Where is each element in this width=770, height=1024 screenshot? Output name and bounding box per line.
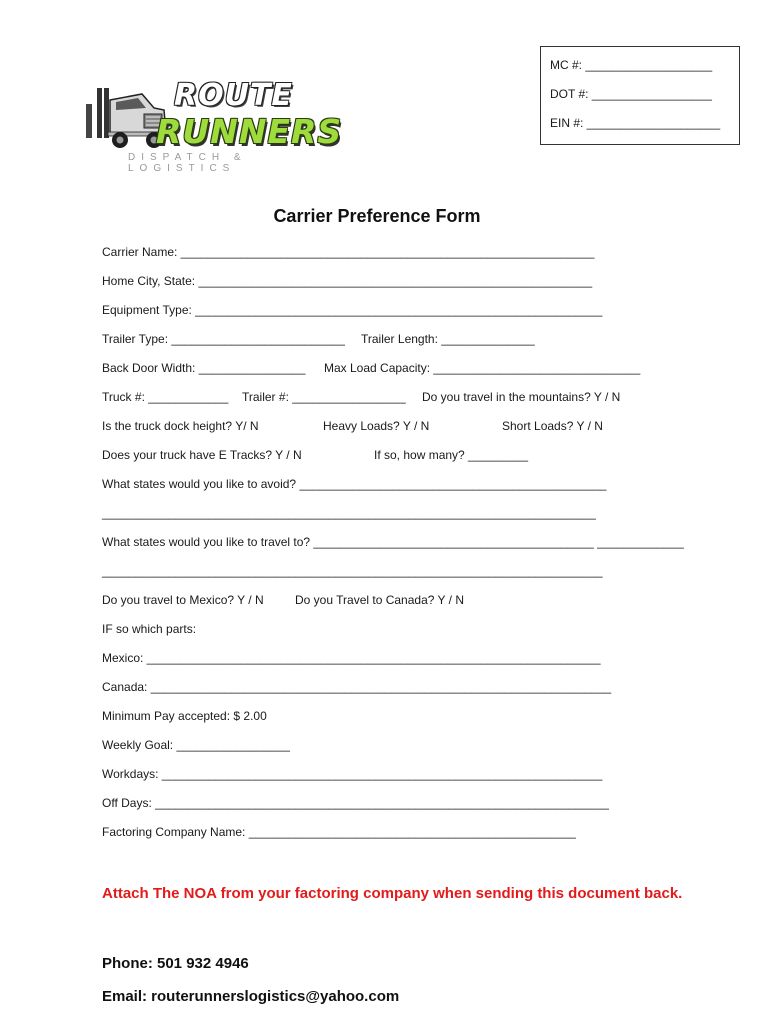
which-parts-label: IF so which parts:: [102, 622, 197, 636]
workdays-field[interactable]: Workdays: __________________________________________________________________: [102, 767, 603, 781]
logo-word-route: ROUTE: [174, 78, 293, 113]
minimum-pay-field[interactable]: Minimum Pay accepted: $ 2.00: [102, 709, 267, 723]
phone-number: Phone: 501 932 4946: [102, 955, 249, 972]
mexico-travel-question[interactable]: Do you travel to Mexico? Y / N: [102, 593, 264, 607]
canada-parts-field[interactable]: Canada: _____________________________________________________________________: [102, 680, 612, 694]
carrier-name-field[interactable]: Carrier Name: ______________________________________________________________: [102, 245, 595, 259]
trailer-length-field[interactable]: Trailer Length: ______________: [361, 332, 535, 346]
e-tracks-count-field[interactable]: If so, how many? _________: [374, 448, 529, 462]
short-loads-question[interactable]: Short Loads? Y / N: [502, 419, 603, 433]
email-address[interactable]: Email: routerunnerslogistics@yahoo.com: [102, 988, 400, 1005]
logo-word-runners: RUNNERS: [156, 112, 343, 151]
weekly-goal-field[interactable]: Weekly Goal: _________________: [102, 738, 290, 752]
states-avoid-field[interactable]: What states would you like to avoid? ______________________________________________: [102, 477, 607, 491]
noa-notice: Attach The NOA from your factoring company when sending this document back.: [102, 885, 683, 902]
back-door-width-field[interactable]: Back Door Width: ________________: [102, 361, 306, 375]
factoring-company-field[interactable]: Factoring Company Name: _________________________________________________: [102, 825, 576, 839]
trailer-number-field[interactable]: Trailer #: _________________: [242, 390, 406, 404]
max-load-capacity-field[interactable]: Max Load Capacity: _______________________________: [324, 361, 641, 375]
states-travel-field[interactable]: What states would you like to travel to? __________________________________________ _____________: [102, 535, 684, 549]
dot-number-field[interactable]: DOT #: __________________: [550, 87, 712, 101]
company-logo: [84, 72, 343, 174]
mexico-parts-field[interactable]: Mexico: ____________________________________________________________________: [102, 651, 601, 665]
equipment-type-field[interactable]: Equipment Type: _____________________________________________________________: [102, 303, 603, 317]
ein-number-field[interactable]: EIN #: ____________________: [550, 116, 721, 130]
home-city-state-field[interactable]: Home City, State: ___________________________________________________________: [102, 274, 593, 288]
states-travel-continued[interactable]: ___________________________________________________________________________: [102, 564, 603, 578]
mc-number-field[interactable]: MC #: ___________________: [550, 58, 713, 72]
states-avoid-continued[interactable]: __________________________________________________________________________: [102, 506, 596, 520]
id-number-box: [540, 46, 740, 145]
form-title: Carrier Preference Form: [273, 206, 481, 226]
e-tracks-question[interactable]: Does your truck have E Tracks? Y / N: [102, 448, 302, 462]
truck-number-field[interactable]: Truck #: ____________: [102, 390, 229, 404]
mountains-question[interactable]: Do you travel in the mountains? Y / N: [422, 390, 621, 404]
dock-height-question[interactable]: Is the truck dock height? Y/ N: [102, 419, 259, 433]
off-days-field[interactable]: Off Days: ____________________________________________________________________: [102, 796, 609, 810]
canada-travel-question[interactable]: Do you Travel to Canada? Y / N: [295, 593, 464, 607]
logo-tagline: DISPATCH & LOGISTICS: [128, 152, 247, 174]
heavy-loads-question[interactable]: Heavy Loads? Y / N: [323, 419, 430, 433]
trailer-type-field[interactable]: Trailer Type: __________________________: [102, 332, 345, 346]
